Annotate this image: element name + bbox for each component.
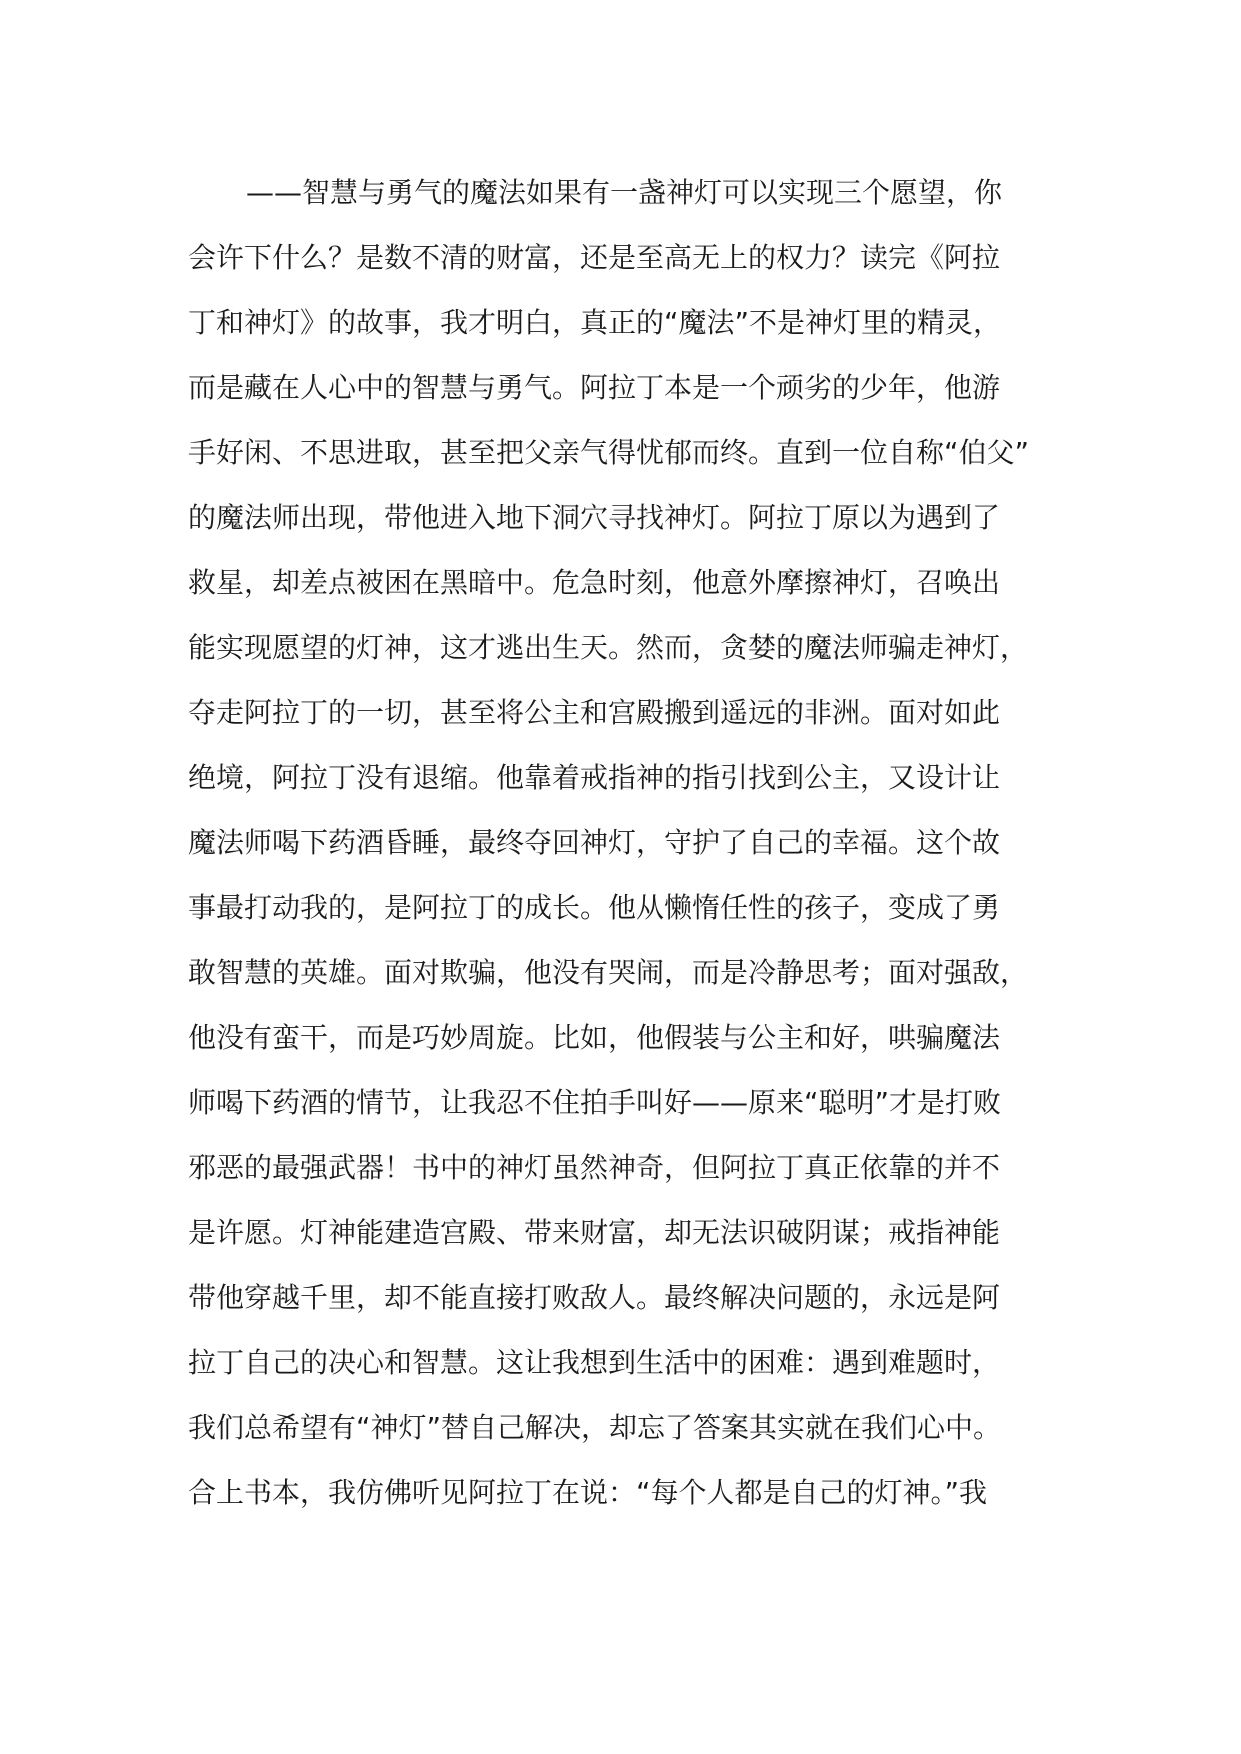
text-line: ——智慧与勇气的魔法如果有一盏神灯可以实现三个愿望，你 [246,176,1003,209]
text-line: 的魔法师出现，带他进入地下洞穴寻找神灯。阿拉丁原以为遇到了 [188,501,1001,534]
essay-body [188,160,1088,1525]
text-line: 拉丁自己的决心和智慧。这让我想到生活中的困难：遇到难题时， [188,1346,1001,1379]
text-line: 而是藏在人心中的智慧与勇气。阿拉丁本是一个顽劣的少年，他游 [188,371,1001,404]
text-line: 救星，却差点被困在黑暗中。危急时刻，他意外摩擦神灯，召唤出 [188,566,1001,599]
text-line: 他没有蛮干，而是巧妙周旋。比如，他假装与公主和好，哄骗魔法 [188,1021,1001,1054]
text-line: 能实现愿望的灯神，这才逃出生天。然而，贪婪的魔法师骗走神灯， [188,631,1029,664]
text-line: 合上书本，我仿佛听见阿拉丁在说：“每个人都是自己的灯神。”我 [188,1476,988,1509]
text-line: 敢智慧的英雄。面对欺骗，他没有哭闹，而是冷静思考；面对强敌， [188,956,1029,989]
text-line: 邪恶的最强武器！书中的神灯虽然神奇，但阿拉丁真正依靠的并不 [188,1151,1001,1184]
text-line: 我们总希望有“神灯”替自己解决，却忘了答案其实就在我们心中。 [188,1411,1002,1444]
text-line: 事最打动我的，是阿拉丁的成长。他从懒惰任性的孩子，变成了勇 [188,891,1001,924]
text-line: 魔法师喝下药酒昏睡，最终夺回神灯，守护了自己的幸福。这个故 [188,826,1001,859]
text-line: 师喝下药酒的情节，让我忍不住拍手叫好——原来“聪明”才是打败 [188,1086,1002,1119]
text-line: 带他穿越千里，却不能直接打败敌人。最终解决问题的，永远是阿 [188,1281,1001,1314]
text-line: 是许愿。灯神能建造宫殿、带来财富，却无法识破阴谋；戒指神能 [188,1216,1001,1249]
text-line: 夺走阿拉丁的一切，甚至将公主和宫殿搬到遥远的非洲。面对如此 [188,696,1001,729]
text-line: 丁和神灯》的故事，我才明白，真正的“魔法”不是神灯里的精灵， [188,306,1002,339]
text-line: 绝境，阿拉丁没有退缩。他靠着戒指神的指引找到公主，又设计让 [188,761,1001,794]
text-line: 会许下什么？是数不清的财富，还是至高无上的权力？读完《阿拉 [188,241,1001,274]
text-line: 手好闲、不思进取，甚至把父亲气得忧郁而终。直到一位自称“伯父” [188,436,1030,469]
